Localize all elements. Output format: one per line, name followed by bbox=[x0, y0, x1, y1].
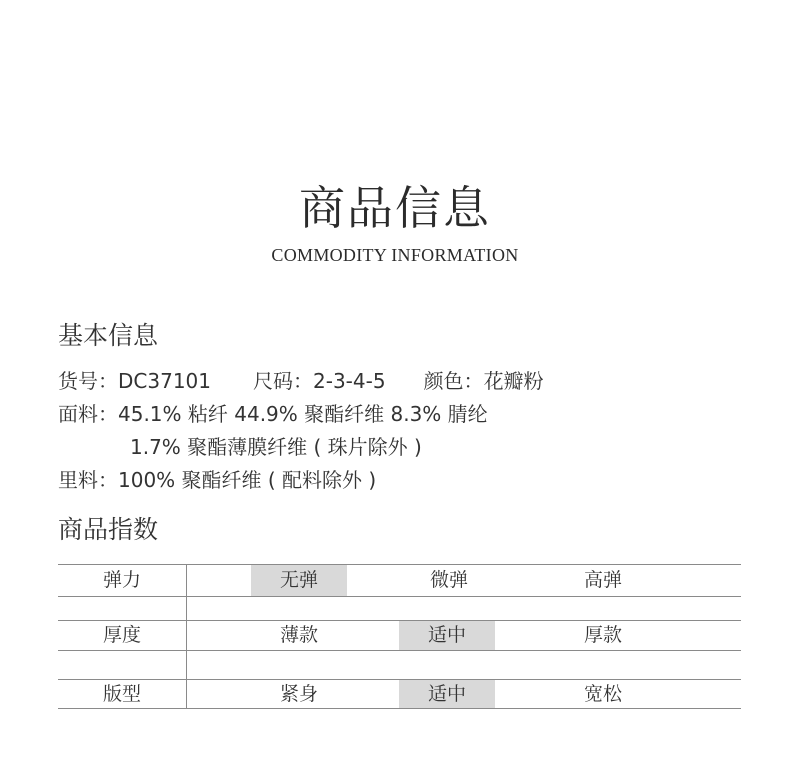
lining-label: 里料： bbox=[58, 468, 118, 492]
color-value: 花瓣粉 bbox=[483, 369, 544, 393]
table-row-thickness bbox=[58, 621, 741, 651]
option-regular-fit: 适中 bbox=[399, 680, 495, 708]
option-medium-thickness: 适中 bbox=[399, 621, 495, 650]
table-divider bbox=[186, 564, 187, 708]
size-value: 2-3-4-5 bbox=[313, 369, 386, 393]
fabric-value-line2: 1.7% 聚酯薄膜纤维 ( 珠片除外 ) bbox=[130, 435, 422, 459]
option-thin: 薄款 bbox=[279, 624, 318, 646]
option-slim: 紧身 bbox=[279, 683, 318, 705]
table-spacer-row bbox=[58, 651, 741, 680]
row-label-thickness: 厚度 bbox=[102, 624, 141, 646]
table-spacer-row bbox=[58, 596, 741, 621]
row-label-fit: 版型 bbox=[102, 683, 141, 705]
table-row-elasticity bbox=[58, 564, 741, 597]
size-label: 尺码： bbox=[253, 369, 313, 393]
index-heading: 商品指数 bbox=[58, 515, 159, 544]
fabric-label: 面料： bbox=[58, 402, 118, 426]
color-label: 颜色： bbox=[423, 369, 484, 393]
info-line-fabric bbox=[58, 400, 488, 428]
page-title-en: COMMODITY INFORMATION bbox=[271, 245, 519, 265]
page-title-cn: 商品信息 bbox=[299, 181, 491, 235]
option-thick: 厚款 bbox=[583, 624, 622, 646]
table-row-fit bbox=[58, 680, 741, 709]
row-label-elasticity: 弹力 bbox=[102, 569, 141, 591]
option-no-stretch: 无弹 bbox=[251, 565, 347, 596]
option-loose: 宽松 bbox=[583, 683, 622, 705]
info-line-lining bbox=[58, 466, 376, 494]
option-slight-stretch: 微弹 bbox=[429, 569, 468, 591]
basic-info-heading: 基本信息 bbox=[58, 321, 159, 350]
item-no-value: DC37101 bbox=[118, 369, 211, 393]
info-line-item bbox=[58, 367, 544, 395]
info-line-fabric-2 bbox=[130, 433, 422, 461]
option-high-stretch: 高弹 bbox=[583, 569, 622, 591]
item-no-label: 货号： bbox=[58, 369, 118, 393]
fabric-value-line1: 45.1% 粘纤 44.9% 聚酯纤维 8.3% 腈纶 bbox=[118, 402, 488, 426]
lining-value: 100% 聚酯纤维 ( 配料除外 ) bbox=[118, 468, 377, 492]
